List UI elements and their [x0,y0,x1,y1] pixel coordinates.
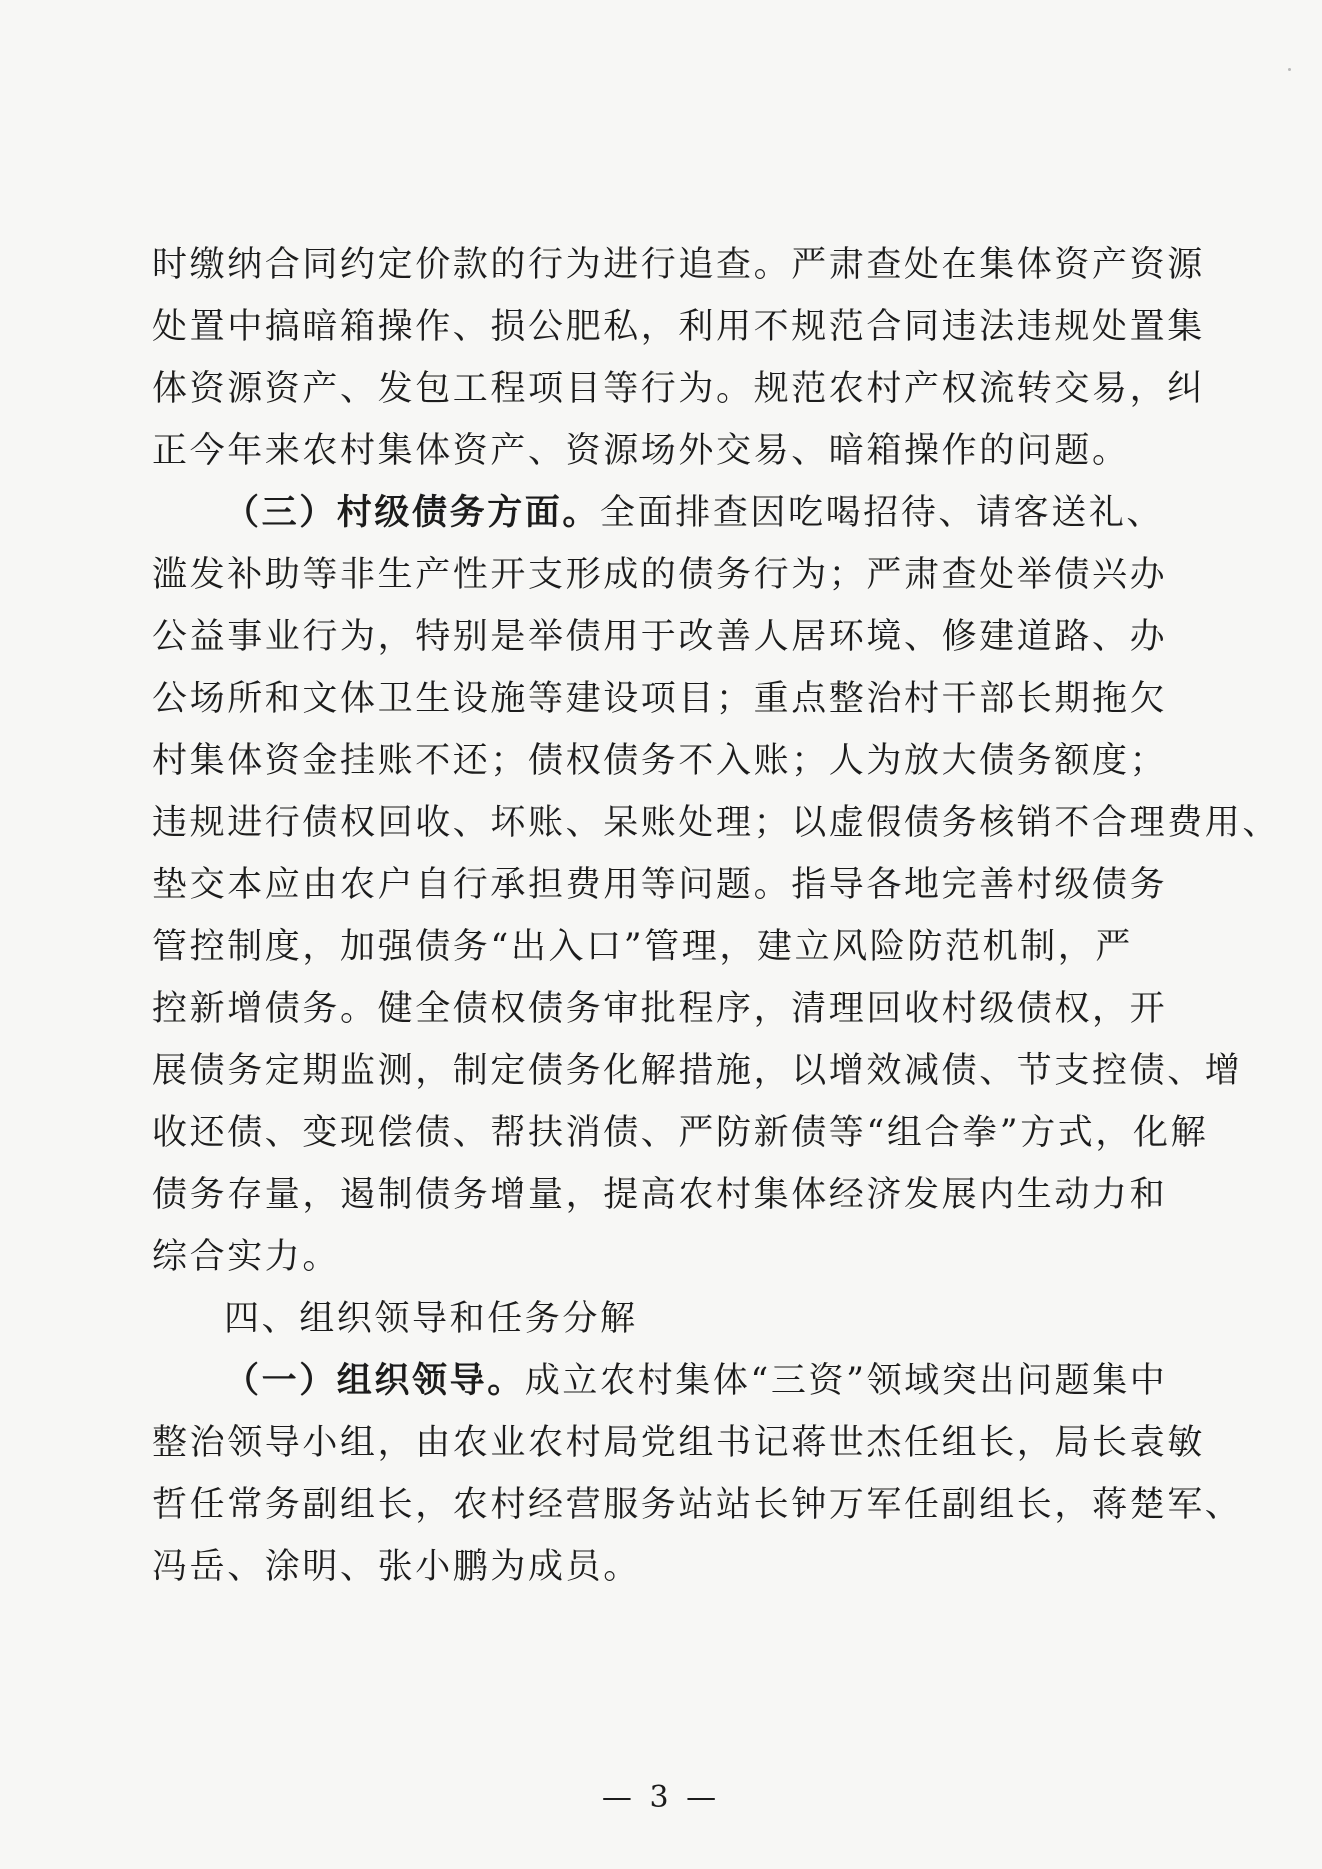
text-line [152,1350,1168,1412]
text-line [152,1040,1243,1102]
text-line [152,606,1168,668]
line-text: 冯岳、涂明、张小鹏为成员。 [152,1547,641,1587]
text-line [152,916,1132,978]
text-line [152,730,1168,792]
line-text: 违规进行债权回收、坏账、呆账处理；以虚假债务核销不合理费用、 [152,803,1281,843]
section-heading-lead: （三）村级债务方面。 [224,492,601,533]
text-line [152,234,1205,296]
scan-dot-mark [1288,68,1291,71]
text-line [152,420,1132,482]
line-text: 滥发补助等非生产性开支形成的债务行为；严肃查处举债兴办 [152,555,1168,595]
line-text: 公场所和文体卫生设施等建设项目；重点整治村干部长期拖欠 [152,679,1168,719]
page-number: — 3 — [601,1780,721,1815]
text-line [152,978,1168,1040]
line-text: 全面排查因吃喝招待、请客送礼、 [600,493,1165,533]
line-text: 债务存量，遏制债务增量，提高农村集体经济发展内生动力和 [152,1175,1168,1215]
line-text: 垫交本应由农户自行承担费用等问题。指导各地完善村级债务 [152,865,1168,905]
line-text: 处置中搞暗箱操作、损公肥私，利用不规范合同违法违规处置集 [152,307,1205,347]
line-text: 哲任常务副组长，农村经营服务站站长钟万军任副组长，蒋楚军、 [152,1485,1243,1525]
line-text: 体资源资产、发包工程项目等行为。规范农村产权流转交易，纠 [152,369,1205,409]
line-text: 综合实力。 [152,1237,341,1277]
text-line [152,1164,1168,1226]
line-text: 收还债、变现偿债、帮扶消债、严防新债等“组合拳”方式，化解 [152,1113,1209,1153]
line-text: 管控制度，加强债务“出入口”管理，建立风险防范机制，严 [152,927,1133,967]
text-line [152,792,1281,854]
text-line [152,1412,1205,1474]
line-text: 时缴纳合同约定价款的行为进行追查。严肃查处在集体资产资源 [152,245,1205,285]
text-line [152,544,1168,606]
text-line [152,854,1168,916]
line-text: 村集体资金挂账不还；债权债务不入账；人为放大债务额度； [152,741,1168,781]
text-line [152,358,1205,420]
line-text: 公益事业行为，特别是举债用于改善人居环境、修建道路、办 [152,617,1168,657]
line-text: 正今年来农村集体资产、资源场外交易、暗箱操作的问题。 [152,431,1130,471]
text-line [152,482,1165,544]
text-line [152,668,1168,730]
text-line [152,1226,1132,1288]
text-line [152,1288,1132,1350]
section-heading-lead: （一）组织领导。 [224,1360,525,1401]
text-line [152,1474,1243,1536]
line-text: 控新增债务。健全债权债务审批程序，清理回收村级债权，开 [152,989,1168,1029]
text-line [152,1536,1132,1598]
line-text: 四、组织领导和任务分解 [224,1299,638,1339]
line-text: 成立农村集体“三资”领域突出问题集中 [524,1361,1168,1401]
text-line [152,1102,1209,1164]
document-body [152,234,1281,1598]
text-line [152,296,1205,358]
line-text: 整治领导小组，由农业农村局党组书记蒋世杰任组长，局长袁敏 [152,1423,1205,1463]
line-text: 展债务定期监测，制定债务化解措施，以增效减债、节支控债、增 [152,1051,1243,1091]
